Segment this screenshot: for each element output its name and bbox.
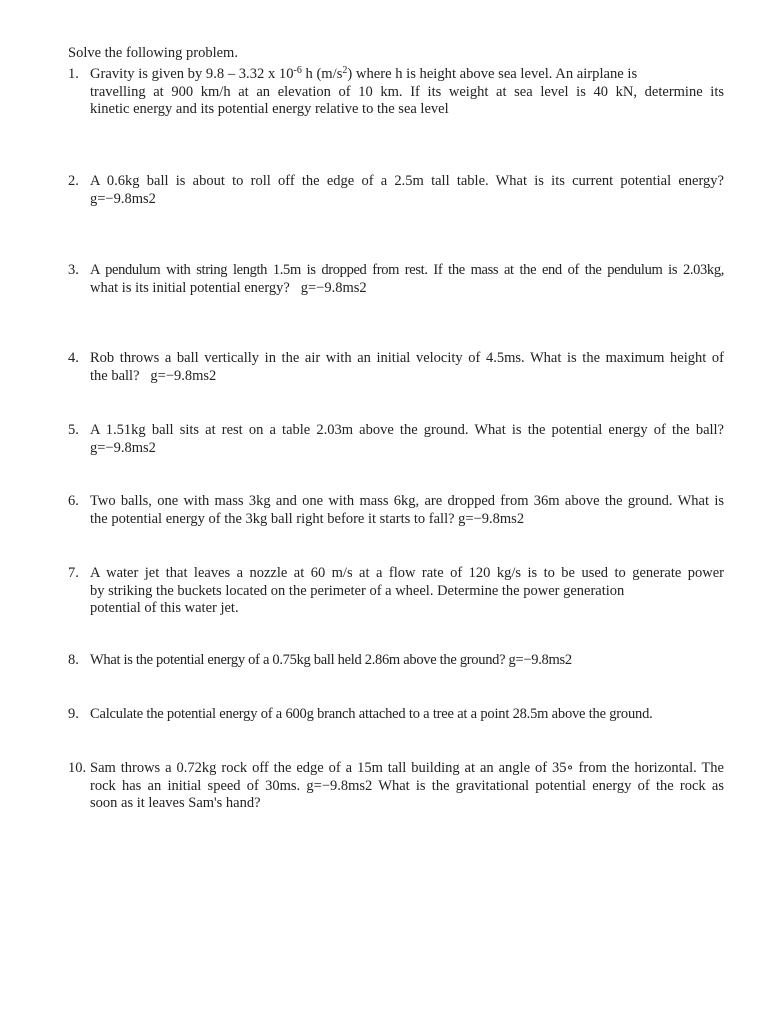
instructions-heading: Solve the following problem. <box>68 45 238 61</box>
problem-3 <box>68 262 724 297</box>
problem-number: 10. <box>68 760 87 776</box>
problem-line: A pendulum with string length 1.5m is dropped from rest. If the mass at the end of the pendulum is 2.03kg, <box>90 262 724 278</box>
problem-line: soon as it leaves Sam's hand? <box>90 795 261 811</box>
problem-line: the ball? g=−9.8ms2 <box>90 367 217 384</box>
problem-4 <box>68 350 724 385</box>
problem-line: by striking the buckets located on the perimeter of a wheel. Determine the power generation <box>90 582 625 599</box>
problem-number: 7. <box>68 565 79 581</box>
problem-line: rock has an initial speed of 30ms. g=−9.8ms2 What is the gravitational potential energy of the rock as <box>90 777 724 794</box>
problem-line: g=−9.8ms2 <box>90 439 156 456</box>
problem-5 <box>68 422 724 457</box>
problem-2 <box>68 173 724 208</box>
problem-line: travelling at 900 km/h at an elevation of 10 km. If its weight at sea level is 40 kN, determine its <box>90 83 724 100</box>
problem-10 <box>68 760 724 813</box>
problem-number: 5. <box>68 422 79 438</box>
problem-line: A 0.6kg ball is about to roll off the edge of a 2.5m tall table. What is its current potential energy? <box>90 173 724 189</box>
problem-line: g=−9.8ms2 <box>90 190 156 207</box>
problem-line: A 1.51kg ball sits at rest on a table 2.03m above the ground. What is the potential energy of the ball? <box>90 422 724 438</box>
problem-7 <box>68 565 724 618</box>
problem-number: 1. <box>68 66 79 82</box>
problem-number: 9. <box>68 706 79 722</box>
problem-1 <box>68 66 724 119</box>
problem-line: What is the potential energy of a 0.75kg ball held 2.86m above the ground? g=−9.8ms2 <box>90 652 572 668</box>
problem-line: Gravity is given by 9.8 – 3.32 x $10^{-6}$ h $(m/s^2)$ where h is height above sea level. An airplane is <box>90 65 638 82</box>
problem-line: A water jet that leaves a nozzle at 60 m/s at a flow rate of 120 kg/s is to be used to generate power <box>90 565 724 581</box>
problem-line: Sam throws a 0.72kg rock off the edge of a 15m tall building at an angle of 35∘ from the horizontal. The <box>90 760 724 776</box>
problem-number: 2. <box>68 173 79 189</box>
problem-6 <box>68 493 724 528</box>
problem-number: 6. <box>68 493 79 509</box>
problem-line: what is its initial potential energy? g=−9.8ms2 <box>90 279 367 296</box>
problem-number: 4. <box>68 350 79 366</box>
problem-9 <box>68 706 724 724</box>
problem-line: Two balls, one with mass 3kg and one with mass 6kg, are dropped from 36m above the ground. What is <box>90 493 724 509</box>
problem-line: potential of this water jet. <box>90 600 239 616</box>
problem-line: the potential energy of the 3kg ball right before it starts to fall? g=−9.8ms2 <box>90 510 525 527</box>
problem-number: 3. <box>68 262 79 278</box>
problem-line: Calculate the potential energy of a 600g branch attached to a tree at a point 28.5m above the ground. <box>90 706 653 722</box>
problem-8 <box>68 652 724 670</box>
problem-number: 8. <box>68 652 79 668</box>
problem-line: Rob throws a ball vertically in the air with an initial velocity of 4.5ms. What is the maximum height of <box>90 350 724 366</box>
problem-line: kinetic energy and its potential energy relative to the sea level <box>90 101 449 117</box>
